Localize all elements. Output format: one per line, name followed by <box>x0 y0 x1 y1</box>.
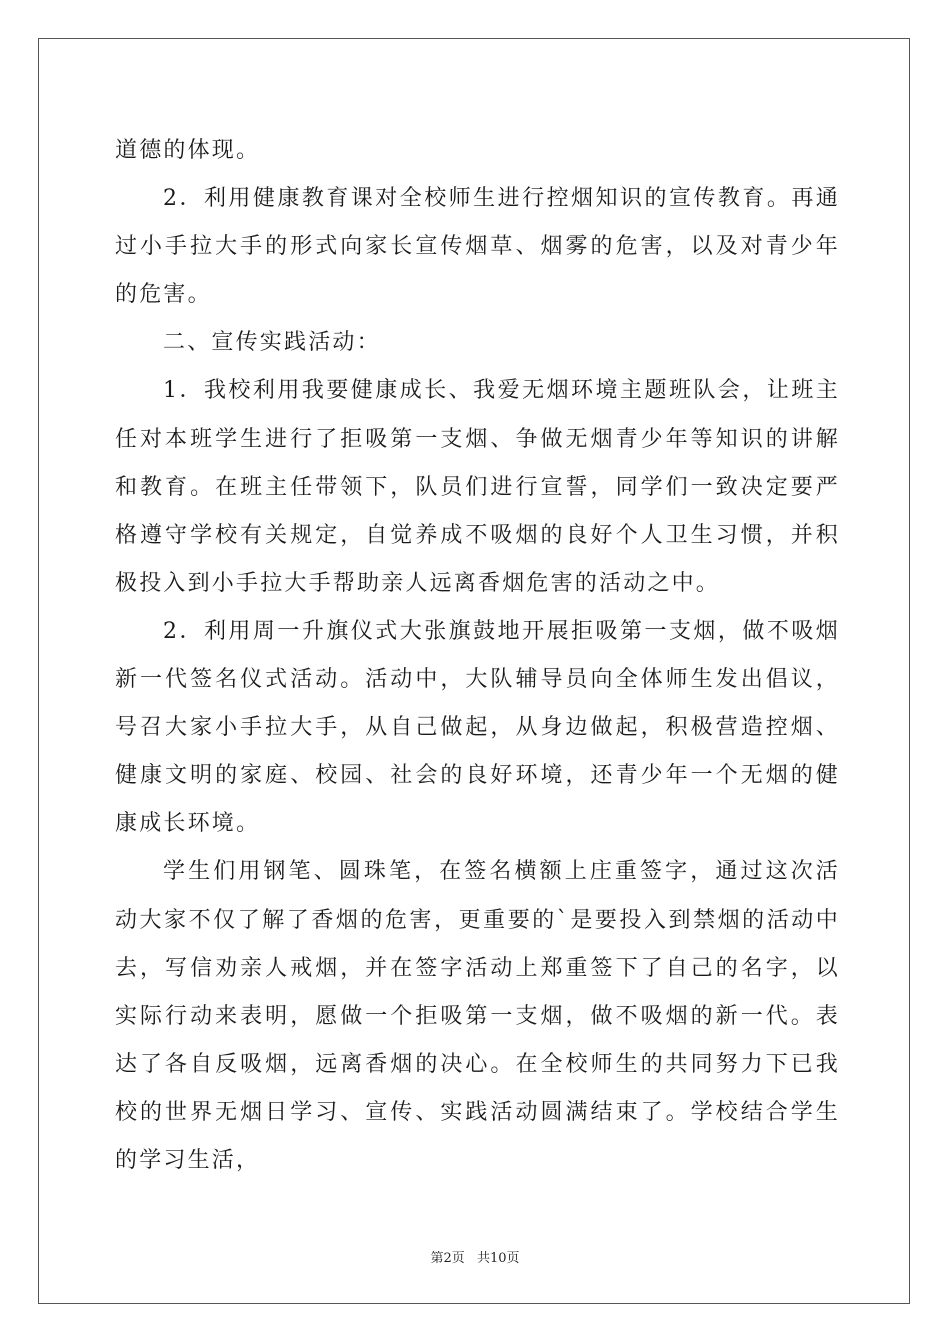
page-number: 第2页 <box>430 1251 465 1266</box>
paragraph-2: 2．利用健康教育课对全校师生进行控烟知识的宣传教育。再通过小手拉大手的形式向家长宣传烟草、烟雾的危害，以及对青少年的危害。 <box>115 186 840 308</box>
paragraph-1: 道德的体现。 <box>115 138 261 163</box>
paragraph-3: 1．我校利用我要健康成长、我爱无烟环境主题班队会，让班主任对本班学生进行了拒吸第一支烟、争做无烟青少年等知识的讲解和教育。在班主任带领下，队员们进行宣誓，同学们一致决定要严格遵守学校有关规定，自觉养成不吸烟的良好个人卫生习惯，并积极投入到小手拉大手帮助亲人远离香烟危害的活动之中。 <box>115 378 840 596</box>
document-body <box>115 127 840 1185</box>
page-footer <box>0 1247 950 1266</box>
page-total: 共10页 <box>476 1251 520 1266</box>
section-heading: 二、宣传实践活动： <box>163 330 381 356</box>
paragraph-4: 2．利用周一升旗仪式大张旗鼓地开展拒吸第一支烟，做不吸烟新一代签名仪式活动。活动中，大队辅导员向全体师生发出倡议，号召大家小手拉大手，从自己做起，从身边做起，积极营造控烟、健康文明的家庭、校园、社会的良好环境，还青少年一个无烟的健康成长环境。 <box>115 618 840 837</box>
paragraph-5: 学生们用钢笔、圆珠笔，在签名横额上庄重签字，通过这次活动大家不仅了解了香烟的危害，更重要的`是要投入到禁烟的活动中去，写信劝亲人戒烟，并在签字活动上郑重签下了自己的名字，以实际行动来表明，愿做一个拒吸第一支烟，做不吸烟的新一代。表达了各自反吸烟，远离香烟的决心。在全校师生的共同努力下已我校的世界无烟日学习、宣传、实践活动圆满结束了。学校结合学生的学习生活， <box>115 859 840 1173</box>
